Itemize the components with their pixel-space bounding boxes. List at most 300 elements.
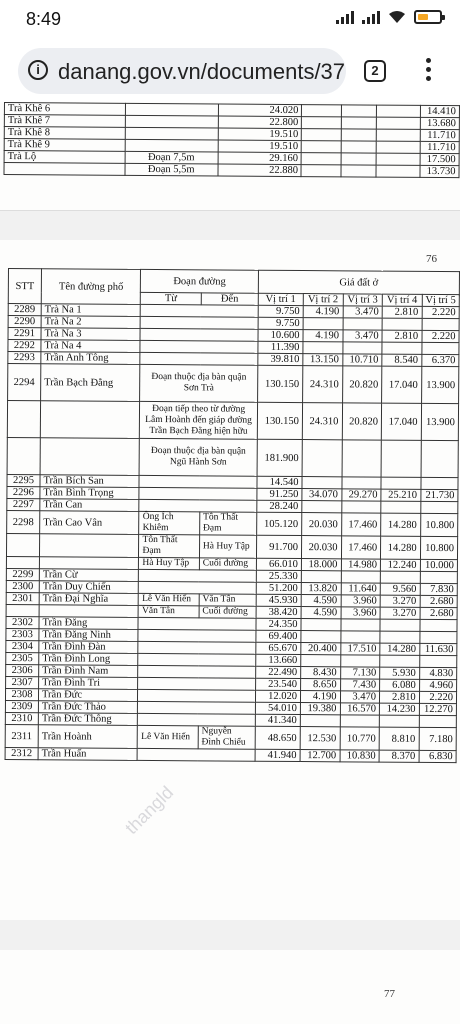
- row-stt: 2291: [8, 328, 41, 340]
- segment: [140, 340, 257, 353]
- row-stt: 2306: [6, 664, 39, 676]
- price-p5: 10.000: [420, 559, 457, 571]
- page-number-next: 77: [384, 988, 395, 1000]
- price-p1: 41.340: [255, 714, 300, 726]
- price-p3: 3.960: [341, 607, 381, 619]
- row-stt: [6, 556, 39, 568]
- row-stt: 2295: [7, 474, 40, 486]
- price-p4: 2.810: [380, 691, 420, 703]
- status-icons: [336, 10, 442, 24]
- table-row: [5, 724, 456, 750]
- price-p3: [343, 318, 383, 330]
- price-p5: [422, 318, 459, 330]
- row-stt: 2307: [6, 676, 39, 688]
- browser-toolbar: [0, 40, 460, 102]
- price-p1: 181.900: [257, 439, 302, 476]
- price-p4: 12.240: [380, 559, 420, 571]
- row-stt: 2293: [8, 352, 41, 364]
- price-p2: 4.190: [303, 306, 343, 318]
- segment: [138, 641, 255, 654]
- price-p3: [340, 655, 380, 667]
- empty-cell: [341, 129, 376, 141]
- document-page-main: [0, 240, 460, 920]
- price-p1: 130.150: [257, 402, 302, 439]
- segment: [140, 328, 257, 341]
- price-p2: 12.700: [300, 750, 340, 762]
- price-p5: [420, 619, 457, 631]
- price-p1: 19.510: [218, 140, 302, 153]
- price-p3: 29.270: [341, 489, 381, 501]
- price-p5: 2.680: [420, 607, 457, 619]
- price-p1: 13.660: [256, 654, 301, 666]
- row-stt: 2308: [5, 688, 38, 700]
- segment: Đoạn thuộc địa bàn quận Ngũ Hành Sơn: [140, 438, 258, 476]
- row-stt: 2297: [7, 498, 40, 510]
- price-p4: [379, 715, 419, 727]
- price-p2: 24.310: [302, 403, 342, 440]
- price-p1: 29.160: [218, 152, 302, 165]
- row-stt: 2305: [6, 652, 39, 664]
- battery-icon: [414, 10, 442, 24]
- price-p2: 4.190: [303, 330, 343, 342]
- price-p2: 4.590: [301, 595, 341, 607]
- price-p5: 10.800: [420, 536, 458, 559]
- price-p2: [301, 631, 341, 643]
- price-p5: 2.220: [422, 330, 459, 342]
- street-name: Trần Đăng Ninh: [39, 629, 139, 642]
- price-p5: [420, 571, 457, 583]
- price-p1: 14.540: [257, 476, 302, 488]
- price-p1: 24.020: [218, 104, 302, 117]
- price-p2: 4.190: [300, 691, 340, 703]
- row-stt: [7, 401, 40, 438]
- address-bar[interactable]: [18, 48, 346, 94]
- price-p3: [340, 631, 380, 643]
- status-time: 8:49: [26, 9, 62, 29]
- price-p3: 17.460: [341, 536, 381, 559]
- table-row: [8, 364, 459, 404]
- header-stt: STT: [8, 269, 41, 304]
- street-name: Trà Na 4: [41, 340, 141, 353]
- segment-to: Nguyễn Đình Chiểu: [198, 726, 255, 749]
- price-p3: [342, 342, 382, 354]
- price-p4: 14.230: [379, 703, 419, 715]
- street-name: Trà Na 1: [41, 304, 141, 317]
- segment-from: Lê Văn Hiến: [138, 725, 199, 748]
- row-stt: 2302: [6, 616, 39, 628]
- street-name: [40, 438, 140, 476]
- price-p3: 17.460: [341, 513, 381, 536]
- price-p4: 9.560: [380, 583, 420, 595]
- empty-cell: [376, 165, 420, 177]
- price-p4: 17.040: [381, 403, 421, 440]
- street-name: [4, 163, 125, 176]
- empty-cell: [341, 141, 376, 153]
- price-p3: 10.710: [342, 354, 382, 366]
- price-p4: 6.080: [380, 679, 420, 691]
- segment-to: Văn Tân: [199, 594, 256, 606]
- street-name: Trà Na 2: [41, 316, 141, 329]
- empty-cell: [376, 153, 420, 165]
- price-p4: [380, 571, 420, 583]
- price-p5: 21.730: [420, 489, 457, 501]
- segment-to: Tôn Thất Đạm: [199, 512, 256, 535]
- street-name: [40, 401, 140, 439]
- price-p2: 24.310: [303, 366, 343, 403]
- street-name: Trần Can: [40, 499, 140, 512]
- table-row: [7, 401, 458, 441]
- price-p5: 17.500: [420, 153, 460, 165]
- price-p2: [303, 318, 343, 330]
- street-name: Trần Bạch Đằng: [41, 364, 141, 402]
- signal-icon: [336, 10, 354, 24]
- street-name: Trần Đình Long: [39, 653, 139, 666]
- price-p3: 7.130: [340, 667, 380, 679]
- price-p2: 13.820: [301, 583, 341, 595]
- row-stt: 2304: [6, 640, 39, 652]
- segment: [139, 475, 256, 488]
- segment-to: Cuối đường: [199, 558, 256, 570]
- price-p1: 54.010: [255, 702, 300, 714]
- price-p2: 34.070: [302, 489, 342, 501]
- price-p1: 38.420: [256, 606, 301, 618]
- empty-cell: [301, 165, 340, 177]
- price-p1: 91.250: [257, 488, 302, 500]
- header-p1: Vị trí 1: [258, 293, 303, 305]
- row-stt: 2312: [5, 747, 38, 759]
- segment: [138, 689, 255, 702]
- price-p3: 11.640: [341, 583, 381, 595]
- segment: [125, 103, 218, 116]
- street-name: Trà Khê 7: [4, 115, 125, 128]
- row-stt: 2299: [6, 568, 39, 580]
- empty-cell: [302, 153, 341, 165]
- header-street: Tên đường phố: [41, 269, 141, 305]
- price-p5: [419, 631, 456, 643]
- street-name: Trà Khê 6: [4, 103, 125, 116]
- header-p4: Vị trí 4: [382, 294, 422, 306]
- segment: [138, 701, 255, 714]
- segment: [139, 487, 256, 500]
- price-p1: 23.540: [255, 678, 300, 690]
- price-p5: 13.730: [420, 165, 460, 177]
- segment: [138, 713, 255, 726]
- price-p5: [422, 342, 459, 354]
- segment-from: Ông Ích Khiêm: [139, 511, 200, 534]
- price-p4: [382, 342, 422, 354]
- street-name: Trần Huấn: [38, 748, 138, 761]
- price-p5: 13.900: [421, 366, 459, 403]
- segment: [125, 139, 218, 152]
- street-name: Trần Cao Vân: [40, 511, 140, 535]
- row-stt: [6, 604, 39, 616]
- price-p5: 14.410: [420, 105, 460, 117]
- price-p4: 8.810: [379, 727, 419, 750]
- price-p2: 4.590: [301, 607, 341, 619]
- row-stt: 2289: [8, 304, 41, 316]
- price-p5: 6.830: [419, 750, 456, 762]
- street-name: Trần Đức Thông: [38, 713, 138, 726]
- row-stt: 2309: [5, 700, 38, 712]
- price-p4: [380, 631, 420, 643]
- price-p4: 3.270: [380, 595, 420, 607]
- price-p5: 2.220: [419, 691, 456, 703]
- price-p3: 3.470: [343, 330, 383, 342]
- street-name: Trần Bích San: [40, 475, 140, 488]
- row-stt: 2292: [8, 340, 41, 352]
- price-p4: 25.210: [381, 489, 421, 501]
- price-p3: [342, 440, 382, 477]
- price-p4: 8.540: [382, 354, 422, 366]
- price-p5: 10.800: [420, 513, 458, 536]
- price-p5: 2.220: [422, 306, 459, 318]
- price-p2: [300, 715, 340, 727]
- price-p1: 69.400: [256, 630, 301, 642]
- segment: [138, 653, 255, 666]
- price-p4: 5.930: [380, 667, 420, 679]
- street-name: Trà Khê 9: [4, 139, 125, 152]
- row-stt: 2300: [6, 580, 39, 592]
- row-stt: 2298: [7, 510, 40, 533]
- price-p1: 11.390: [258, 341, 303, 353]
- empty-cell: [302, 129, 341, 141]
- segment: [141, 316, 258, 329]
- row-stt: 2290: [8, 316, 41, 328]
- segment: [125, 115, 218, 128]
- price-p4: 14.280: [381, 536, 421, 559]
- price-p5: [420, 501, 457, 513]
- table-row: [7, 437, 458, 477]
- price-p4: [381, 477, 421, 489]
- street-name: Trần Đình Đàn: [39, 641, 139, 654]
- empty-cell: [341, 153, 376, 165]
- price-p3: 10.830: [340, 750, 380, 762]
- segment: [139, 569, 256, 582]
- price-p3: [341, 501, 381, 513]
- segment: Đoạn 5,5m: [125, 163, 218, 176]
- empty-cell: [376, 117, 420, 129]
- price-p5: [421, 477, 458, 489]
- overflow-menu-icon[interactable]: [424, 58, 432, 86]
- row-stt: 2311: [5, 724, 38, 747]
- empty-cell: [302, 141, 341, 153]
- segment: [141, 304, 258, 317]
- segment: Đoạn thuộc địa bàn quận Sơn Trà: [140, 364, 258, 402]
- segment: [138, 629, 255, 642]
- price-p2: [301, 655, 341, 667]
- street-name: Trà Khê 8: [4, 127, 125, 140]
- price-p5: 11.710: [420, 129, 460, 141]
- price-p4: 14.280: [380, 643, 420, 655]
- price-p5: 11.710: [420, 141, 460, 153]
- street-name: Trần Đại Nghĩa: [39, 593, 139, 606]
- segment: [140, 352, 257, 365]
- land-price-table: [5, 268, 460, 763]
- price-p3: 20.820: [342, 366, 382, 403]
- row-stt: 2310: [5, 712, 38, 724]
- empty-cell: [302, 117, 341, 129]
- segment: [138, 748, 255, 761]
- price-p1: 9.750: [258, 317, 303, 329]
- price-p1: 105.120: [256, 512, 301, 535]
- empty-cell: [302, 105, 341, 117]
- header-from: Từ: [141, 292, 201, 304]
- header-p5: Vị trí 5: [422, 294, 459, 306]
- row-stt: 2301: [6, 592, 39, 604]
- table-row: [4, 163, 459, 178]
- page-number: 76: [426, 253, 437, 265]
- segment-from: Văn Tân: [139, 605, 199, 617]
- street-name: Trần Đình Tri: [39, 677, 139, 690]
- price-p2: [303, 342, 343, 354]
- price-p3: 20.820: [342, 403, 382, 440]
- price-p1: 22.880: [218, 164, 302, 177]
- price-p2: 18.000: [301, 559, 341, 571]
- street-name: Trần Cừ: [39, 569, 139, 582]
- price-p5: 7.830: [420, 583, 457, 595]
- segment-to: Cuối đường: [199, 606, 256, 618]
- header-segment: Đoạn đường: [141, 269, 259, 293]
- segment-from: Lê Văn Hiến: [139, 593, 199, 605]
- price-p3: [340, 619, 380, 631]
- price-p1: 45.930: [256, 594, 301, 606]
- empty-cell: [376, 129, 420, 141]
- street-name: Trần Đức Thảo: [38, 701, 138, 714]
- street-name: Trần Đăng: [39, 617, 139, 630]
- price-p5: [419, 655, 456, 667]
- segment-from: Tôn Thất Đạm: [139, 534, 200, 557]
- street-name: Trần Đình Nam: [39, 665, 139, 678]
- price-p3: 3.470: [343, 306, 383, 318]
- price-p3: 17.510: [340, 643, 380, 655]
- segment: Đoạn 7,5m: [125, 151, 218, 164]
- empty-cell: [376, 141, 420, 153]
- segment-from: Hà Huy Tập: [139, 557, 199, 569]
- price-p1: 65.670: [256, 642, 301, 654]
- street-name: Trần Bình Trọng: [40, 487, 140, 500]
- street-name: Trần Đức: [38, 689, 138, 702]
- price-p5: 4.960: [419, 679, 456, 691]
- price-p5: 13.680: [420, 117, 460, 129]
- price-p5: [419, 715, 456, 727]
- row-stt: [7, 437, 40, 474]
- document-page-bottom: [0, 950, 460, 1024]
- street-name: [39, 605, 139, 618]
- empty-cell: [341, 165, 376, 177]
- segment: Đoạn tiếp theo từ đường Lâm Hoành đến giáp đường Trần Bạch Đằng hiện hữu: [140, 401, 258, 439]
- row-stt: 2303: [6, 628, 39, 640]
- price-p2: 13.150: [303, 354, 343, 366]
- price-p2: 12.530: [300, 727, 340, 750]
- segment-to: Hà Huy Tập: [199, 535, 256, 558]
- street-name: Trần Duy Chiến: [39, 581, 139, 594]
- price-p1: 12.020: [255, 690, 300, 702]
- price-p4: 17.040: [382, 366, 422, 403]
- price-p1: 130.150: [257, 365, 302, 402]
- price-p5: 7.180: [419, 727, 457, 750]
- price-p1: 10.600: [258, 329, 303, 341]
- price-p2: 20.030: [301, 536, 341, 559]
- header-to: Đến: [201, 293, 258, 305]
- price-p2: 20.030: [302, 513, 342, 536]
- price-p5: 13.900: [421, 403, 459, 440]
- price-p2: 19.380: [300, 703, 340, 715]
- info-icon[interactable]: i: [28, 60, 48, 80]
- price-p2: [302, 477, 342, 489]
- price-p4: 2.810: [382, 330, 422, 342]
- table-row: [5, 747, 456, 762]
- segment: [139, 499, 256, 512]
- status-bar: [0, 0, 460, 40]
- price-p5: 6.370: [421, 354, 458, 366]
- price-p4: [380, 619, 420, 631]
- price-p2: [301, 571, 341, 583]
- price-p2: 8.650: [301, 679, 341, 691]
- price-p1: 22.800: [218, 116, 302, 129]
- price-p5: 12.270: [419, 703, 456, 715]
- price-p2: 20.400: [301, 643, 341, 655]
- segment: [125, 127, 218, 140]
- price-p1: 39.810: [258, 353, 303, 365]
- price-p3: 14.980: [341, 559, 381, 571]
- price-p5: 4.830: [419, 667, 456, 679]
- price-p1: 51.200: [256, 582, 301, 594]
- price-p3: [340, 715, 380, 727]
- price-p1: 9.750: [258, 305, 303, 317]
- row-stt: 2296: [7, 486, 40, 498]
- price-p4: 8.370: [379, 750, 419, 762]
- price-p3: 3.960: [341, 595, 381, 607]
- street-name: [39, 534, 139, 558]
- price-p4: [380, 655, 420, 667]
- price-p1: 25.330: [256, 570, 301, 582]
- table-row: [7, 510, 458, 536]
- price-p4: 2.810: [382, 306, 422, 318]
- segment: [138, 677, 255, 690]
- tab-switcher-button[interactable]: 2: [364, 60, 386, 82]
- street-name: Trần Anh Tông: [41, 352, 141, 365]
- price-p1: 22.490: [255, 666, 300, 678]
- price-p1: 91.700: [256, 535, 301, 558]
- empty-cell: [341, 117, 376, 129]
- document-page-top: [0, 102, 460, 211]
- price-p3: 10.770: [340, 727, 380, 750]
- price-p4: [382, 318, 422, 330]
- row-stt: 2294: [8, 364, 41, 401]
- empty-cell: [376, 105, 420, 117]
- price-p3: 3.470: [340, 691, 380, 703]
- price-p4: 14.280: [381, 513, 421, 536]
- price-p5: 2.680: [420, 595, 457, 607]
- price-p2: [302, 501, 342, 513]
- header-p2: Vị trí 2: [303, 294, 343, 306]
- row-stt: [6, 533, 39, 556]
- price-p1: 28.240: [257, 500, 302, 512]
- price-p3: 7.430: [340, 679, 380, 691]
- url-text[interactable]: danang.gov.vn/documents/37: [58, 59, 346, 84]
- price-p4: [381, 501, 421, 513]
- price-p5: [421, 440, 459, 477]
- signal-icon-2: [362, 10, 380, 24]
- price-table-top: [3, 102, 459, 178]
- price-p2: 8.430: [301, 667, 341, 679]
- empty-cell: [341, 105, 376, 117]
- segment: [138, 665, 255, 678]
- price-p5: 11.630: [419, 643, 456, 655]
- segment: [138, 617, 255, 630]
- price-p1: 48.650: [255, 726, 300, 749]
- price-p1: 66.010: [256, 558, 301, 570]
